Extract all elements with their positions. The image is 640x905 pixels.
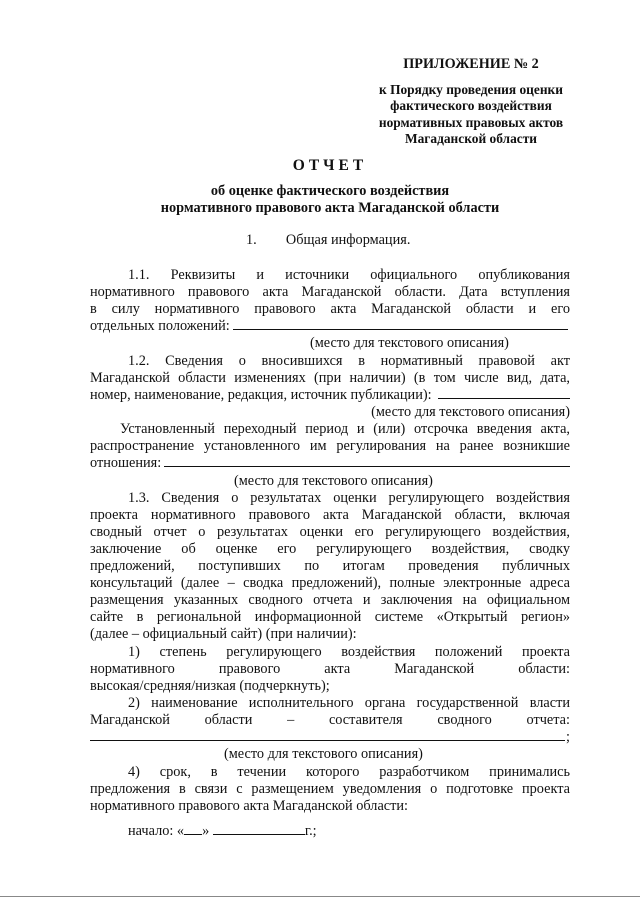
- paragraph-line: заключение об оценке его регулирующего воздействия, сводку: [90, 541, 570, 557]
- fill-line: [90, 728, 570, 746]
- paragraph-line: 1.2. Сведения о вносившихся в нормативный правовой акт: [128, 353, 570, 369]
- paragraph-line: сайте в региональной информационной системе «Открытый регион»: [90, 609, 570, 625]
- date-suffix: г.;: [304, 823, 317, 839]
- paragraph-line: отношения:: [90, 455, 162, 471]
- placeholder-caption: (место для текстового описания): [310, 335, 509, 351]
- paragraph-line: 2) наименование исполнительного органа государственной власти: [128, 695, 570, 711]
- paragraph-line: нормативного правового акта Магаданской области:: [90, 661, 570, 677]
- paragraph-line: 1.3. Сведения о результатах оценки регулирующего воздействия: [128, 490, 570, 506]
- paragraph-line: в силу нормативного правового акта Магаданской области и его: [90, 301, 570, 317]
- paragraph-line: номер, наименование, редакция, источник публикации):: [90, 387, 432, 403]
- blank-field[interactable]: [438, 386, 570, 399]
- paragraph-line: высокая/средняя/низкая (подчеркнуть);: [90, 678, 330, 694]
- paragraph-line: Магаданской области – составителя сводного отчета:: [90, 712, 570, 728]
- placeholder-caption: (место для текстового описания): [234, 473, 433, 489]
- section-text: Общая информация.: [285, 232, 411, 248]
- blank-field[interactable]: [90, 728, 565, 741]
- paragraph-line: размещения указанных сводного отчета и заключения на официальном: [90, 592, 570, 608]
- report-subtitle: нормативного правового акта Магаданской области: [160, 200, 500, 216]
- paragraph-line: 1.1. Реквизиты и источники официального опубликования: [128, 267, 570, 283]
- paragraph-line: Установленный переходный период и (или) отсрочка введения акта,: [120, 421, 570, 437]
- appendix-line: к Порядку проведения оценки: [379, 81, 563, 97]
- paragraph-line: предложения в связи с размещением уведомления о подготовке проекта: [90, 781, 570, 797]
- placeholder-caption: (место для текстового описания): [371, 404, 570, 420]
- paragraph-line: нормативного правового акта Магаданской области. Дата вступления: [90, 284, 570, 300]
- report-title: ОТЧЕТ: [292, 157, 368, 174]
- paragraph-line: (далее – официальный сайт) (при наличии):: [90, 626, 357, 642]
- date-label: начало: «: [128, 823, 185, 839]
- paragraph-line: предложений, поступивших по итогам проведения публичных: [90, 558, 570, 574]
- paragraph-line: 4) срок, в течении которого разработчиком принимались: [128, 764, 570, 780]
- line-end: ;: [566, 729, 570, 745]
- paragraph-line: консультаций (далее – сводка предложений), полные электронные адреса: [90, 575, 570, 591]
- paragraph-line: 1) степень регулирующего воздействия положений проекта: [128, 644, 570, 660]
- blank-field[interactable]: [233, 317, 568, 330]
- appendix-title: ПРИЛОЖЕНИЕ № 2: [403, 56, 539, 72]
- appendix-block: [336, 56, 606, 148]
- fill-line: [90, 317, 570, 335]
- appendix-line: нормативных правовых актов: [378, 114, 564, 130]
- paragraph-line: отдельных положений:: [90, 318, 230, 334]
- paragraph-line: Магаданской области изменениях (при наличии) (в том числе вид, дата,: [90, 370, 570, 386]
- paragraph-line: распространение установленного им регулирования на ранее возникшие: [90, 438, 570, 454]
- report-subtitle: об оценке фактического воздействия: [210, 183, 450, 199]
- appendix-line: фактического воздействия: [390, 98, 552, 113]
- fill-line: [90, 454, 570, 472]
- paragraph-line: сводный отчет о результатах оценки его регулирующего воздействия,: [90, 524, 570, 540]
- date-start-line: [128, 822, 428, 840]
- section-heading: [246, 231, 546, 249]
- paragraph-line: проекта нормативного правового акта Магаданской области, включая: [90, 507, 570, 523]
- section-number: 1.: [246, 232, 257, 248]
- month-field[interactable]: [213, 822, 305, 835]
- date-quote: »: [202, 823, 210, 839]
- appendix-line: Магаданской области: [404, 131, 538, 146]
- day-field[interactable]: [184, 822, 202, 835]
- page-edge-line: [0, 896, 640, 897]
- paragraph-line: нормативного правового акта Магаданской области:: [90, 798, 409, 814]
- fill-line: [90, 386, 570, 404]
- blank-field[interactable]: [164, 454, 570, 467]
- placeholder-caption: (место для текстового описания): [224, 746, 423, 762]
